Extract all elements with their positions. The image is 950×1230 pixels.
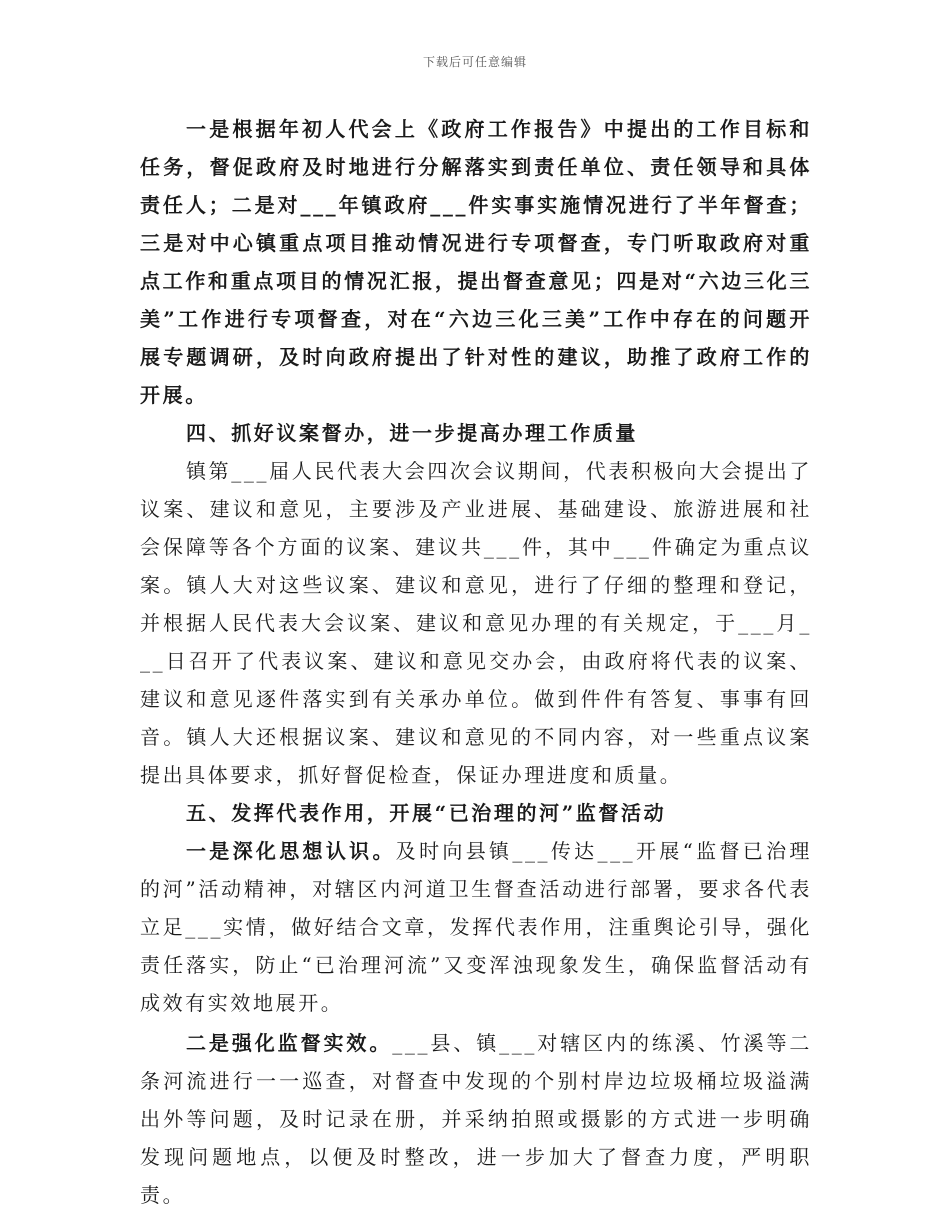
paragraph-deepen-understanding	[140, 832, 812, 1022]
paragraph-lead: 二是强化监督实效。	[186, 1031, 393, 1055]
paragraph-proposals: 镇第___届人民代表大会四次会议期间，代表积极向大会提出了议案、建议和意见，主要涉及产业进展、基础建设、旅游进展和社会保障等各个方面的议案、建议共___件，其中___件确定为重点议案。镇人大对这些议案、建议和意见，进行了仔细的整理和登记，并根据人民代表大会议案、建议和意见办理的有关规定，于___月___日召开了代表议案、建议和意见交办会，由政府将代表的议案、建议和意见逐件落实到有关承办单位。做到件件有答复、事事有回音。镇人大还根据议案、建议和意见的不同内容，对一些重点议案提出具体要求，抓好督促检查，保证办理进度和质量。	[140, 459, 812, 787]
document-body	[140, 110, 812, 1214]
paragraph-body: 及时向县镇___传达___开展“监督已治理的河”活动精神，对辖区内河道卫生督查活动进行部署，要求各代表立足___实情，做好结合文章，发挥代表作用，注重舆论引导，强化责任落实，防止“已治理河流”又变浑浊现象发生，确保监督活动有成效有实效地展开。	[140, 839, 812, 1015]
paragraph-body: ___县、镇___对辖区内的练溪、竹溪等二条河流进行一一巡查，对督查中发现的个别村岸边垃圾桶垃圾溢满出外等问题，及时记录在册，并采纳拍照或摄影的方式进一步明确发现问题地点，以便及时整改，进一步加大了督查力度，严明职责。	[140, 1031, 812, 1207]
page-header: 下载后可任意编辑	[422, 55, 527, 69]
paragraph-lead: 一是深化思想认识。	[186, 839, 396, 863]
paragraph-supervision-items: 一是根据年初人代会上《政府工作报告》中提出的工作目标和任务，督促政府及时地进行分解落实到责任单位、责任领导和具体责任人；二是对___年镇政府___件实事实施情况进行了半年督查；三是对中心镇重点项目推动情况进行专项督查，专门听取政府对重点工作和重点项目的情况汇报，提出督查意见；四是对“六边三化三美”工作进行专项督查，对在“六边三化三美”工作中存在的问题开展专题调研，及时向政府提出了针对性的建议，助推了政府工作的开展。	[140, 117, 812, 407]
section-heading-5: 五、发挥代表作用，开展“已治理的河”监督活动	[186, 801, 667, 825]
section-heading-4: 四、抓好议案督办，进一步提高办理工作质量	[186, 421, 638, 445]
paragraph-strengthen-supervision	[140, 1024, 812, 1214]
